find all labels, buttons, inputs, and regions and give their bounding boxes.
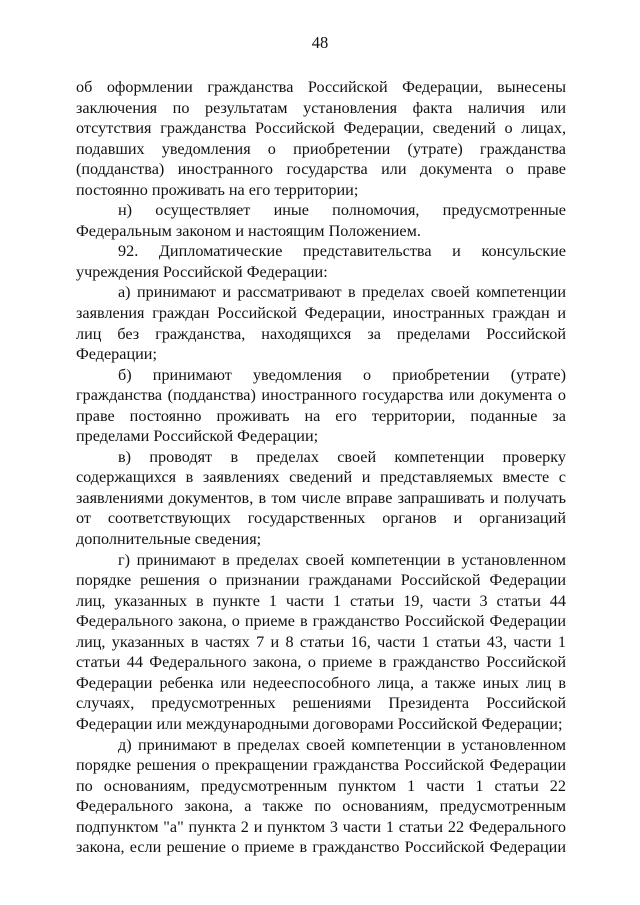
document-body xyxy=(76,77,566,858)
paragraph-item-n: н) осуществляет иные полномочия, предусмотренные Федеральным законом и настоящим Положением. xyxy=(76,201,566,240)
paragraph-item-v: в) проводят в пределах своей компетенции проверку содержащихся в заявлениях сведений и представляемых вместе с заявлениями документов, в том числе вправе запрашивать и получать от соответствующих государственных органов и организаций дополнительные сведения; xyxy=(76,447,566,549)
paragraph-item-g: г) принимают в пределах своей компетенции в установленном порядке решения о признании гражданами Российской Федерации лиц, указанных в пункте 1 части 1 статьи 19, части 3 статьи 44 Федерального закона, о приеме в гражданство Российской Федерации лиц, указанных в частях 7 и 8 статьи 16, части 1 статьи 43, части 1 статьи 44 Федерального закона, о приеме в гражданство Российской Федерации ребенка или недееспособного лица, а также иных лиц в случаях, предусмотренных решениями Президента Российской Федерации или международными договорами Российской Федерации; xyxy=(76,550,566,733)
paragraph-item-a: а) принимают и рассматривают в пределах своей компетенции заявления граждан Российской Федерации, иностранных граждан и лиц без гражданства, находящихся за пределами Российской Федерации; xyxy=(76,283,566,364)
paragraph-continuation: об оформлении гражданства Российской Федерации, вынесены заключения по результатам установления факта наличия или отсутствия гражданства Российской Федерации, сведений о лицах, подавших уведомления о приобретении (утрате) гражданства (подданства) иностранного государства или документа о праве постоянно проживать на его территории; xyxy=(76,78,566,199)
paragraph-item-d: д) принимают в пределах своей компетенции в установленном порядке решения о прекращении гражданства Российской Федерации по основаниям, предусмотренным пунктом 1 части 1 статьи 22 Федерального закона, а также по основаниям, предусмотренным подпунктом "а" пункта 2 и пунктом 3 части 1 статьи 22 Федерального закона, если решение о приеме в гражданство Российской Федерации xyxy=(76,735,566,857)
paragraph-section-92: 92. Дипломатические представительства и консульские учреждения Российской Федерации: xyxy=(76,242,566,281)
paragraph-item-b: б) принимают уведомления о приобретении (утрате) гражданства (подданства) иностранного государства или документа о праве постоянно проживать на его территории, поданные за пределами Российской Федерации; xyxy=(76,365,566,446)
page-number: 48 xyxy=(311,33,329,52)
